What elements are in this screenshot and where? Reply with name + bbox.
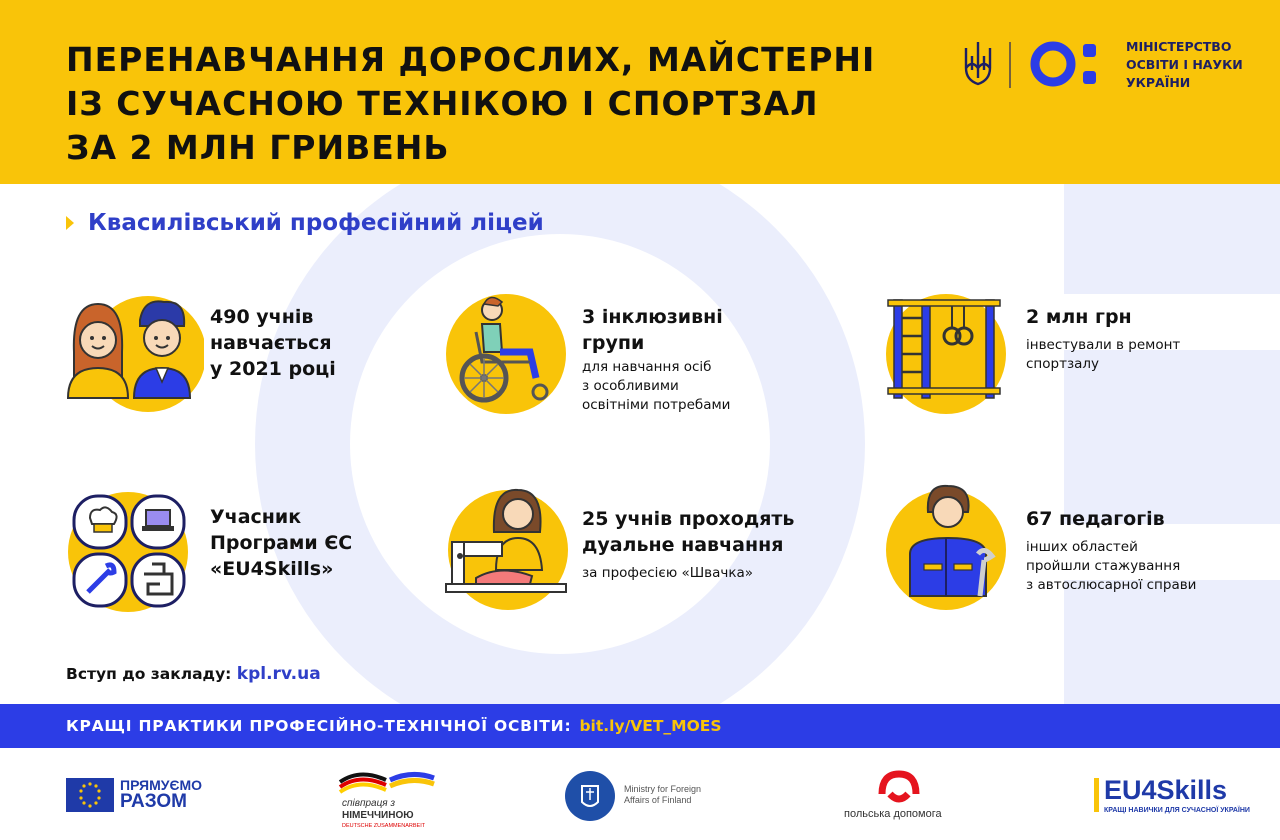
best-practices-banner <box>0 704 1280 748</box>
mechanic-icon <box>880 484 1020 614</box>
ministry-o-icon <box>1035 46 1071 82</box>
background-decoration <box>0 184 1280 704</box>
admission-info <box>66 664 321 684</box>
ministry-name: МІНІСТЕРСТВО ОСВІТИ І НАУКИ УКРАЇНИ <box>1126 39 1243 90</box>
title-line-1: ПЕРЕНАВЧАННЯ ДОРОСЛИХ, МАЙСТЕРНІ <box>66 40 876 79</box>
banner-link[interactable]: bit.ly/VET_MOES <box>579 717 722 735</box>
eu-flag-icon <box>66 778 114 812</box>
title-line-2: ІЗ СУЧАСНОЮ ТЕХНІКОЮ І СПОРТЗАЛ <box>66 84 819 123</box>
page-title <box>66 38 886 170</box>
skills-grid-icon <box>64 490 204 620</box>
section-title: Квасилівський професійний ліцей <box>66 210 544 236</box>
partner-logos <box>0 748 1280 840</box>
eu-together-logo: ПРЯМУЄМО РАЗОМ <box>66 778 226 814</box>
students-icon <box>64 292 204 422</box>
flags-wave-icon <box>338 768 438 798</box>
banner-text: КРАЩІ ПРАКТИКИ ПРОФЕСІЙНО-ТЕХНІЧНОЇ ОСВІТИ: <box>66 717 572 735</box>
arrow-icon <box>66 216 74 230</box>
main-content: Квасилівський професійний ліцей 490 учнів навчається у 2021 році 3 інклюзивні групи для навчання осіб з особливими освітніми потребами 2 млн грн інвестували в ремонт спортзалу Учасник Програми ЄС «EU4Skills» 25 учнів проходять дуальне навчання за професією «Швачка» 67 педагогів інших областей пройшли стажування з автослюсарної справи Вступ до закладу: kpl.rv.ua <box>0 184 1280 704</box>
finland-emblem-icon <box>564 770 616 822</box>
header <box>0 0 1280 184</box>
eu4skills-logo: EU4Skills КРАЩІ НАВИЧКИ ДЛЯ СУЧАСНОЇ УКРАЇНИ <box>1094 774 1264 820</box>
admission-link[interactable]: kpl.rv.ua <box>236 664 321 684</box>
seamstress-icon <box>440 484 580 614</box>
gym-rings-icon <box>880 292 1020 422</box>
polish-aid-icon <box>876 768 922 808</box>
admission-label: Вступ до закладу: <box>66 665 232 683</box>
title-line-3: ЗА 2 МЛН ГРИВЕНЬ <box>66 128 450 167</box>
german-cooperation-logo: співпраця з НІМЕЧЧИНОЮ DEUTSCHE ZUSAMMENARBEIT <box>338 768 448 828</box>
polish-aid-logo: польська допомога <box>844 768 954 824</box>
finland-mfa-logo: Ministry for Foreign Affairs of Finland <box>564 770 724 820</box>
wheelchair-icon <box>440 292 580 422</box>
trident-icon <box>966 42 990 84</box>
